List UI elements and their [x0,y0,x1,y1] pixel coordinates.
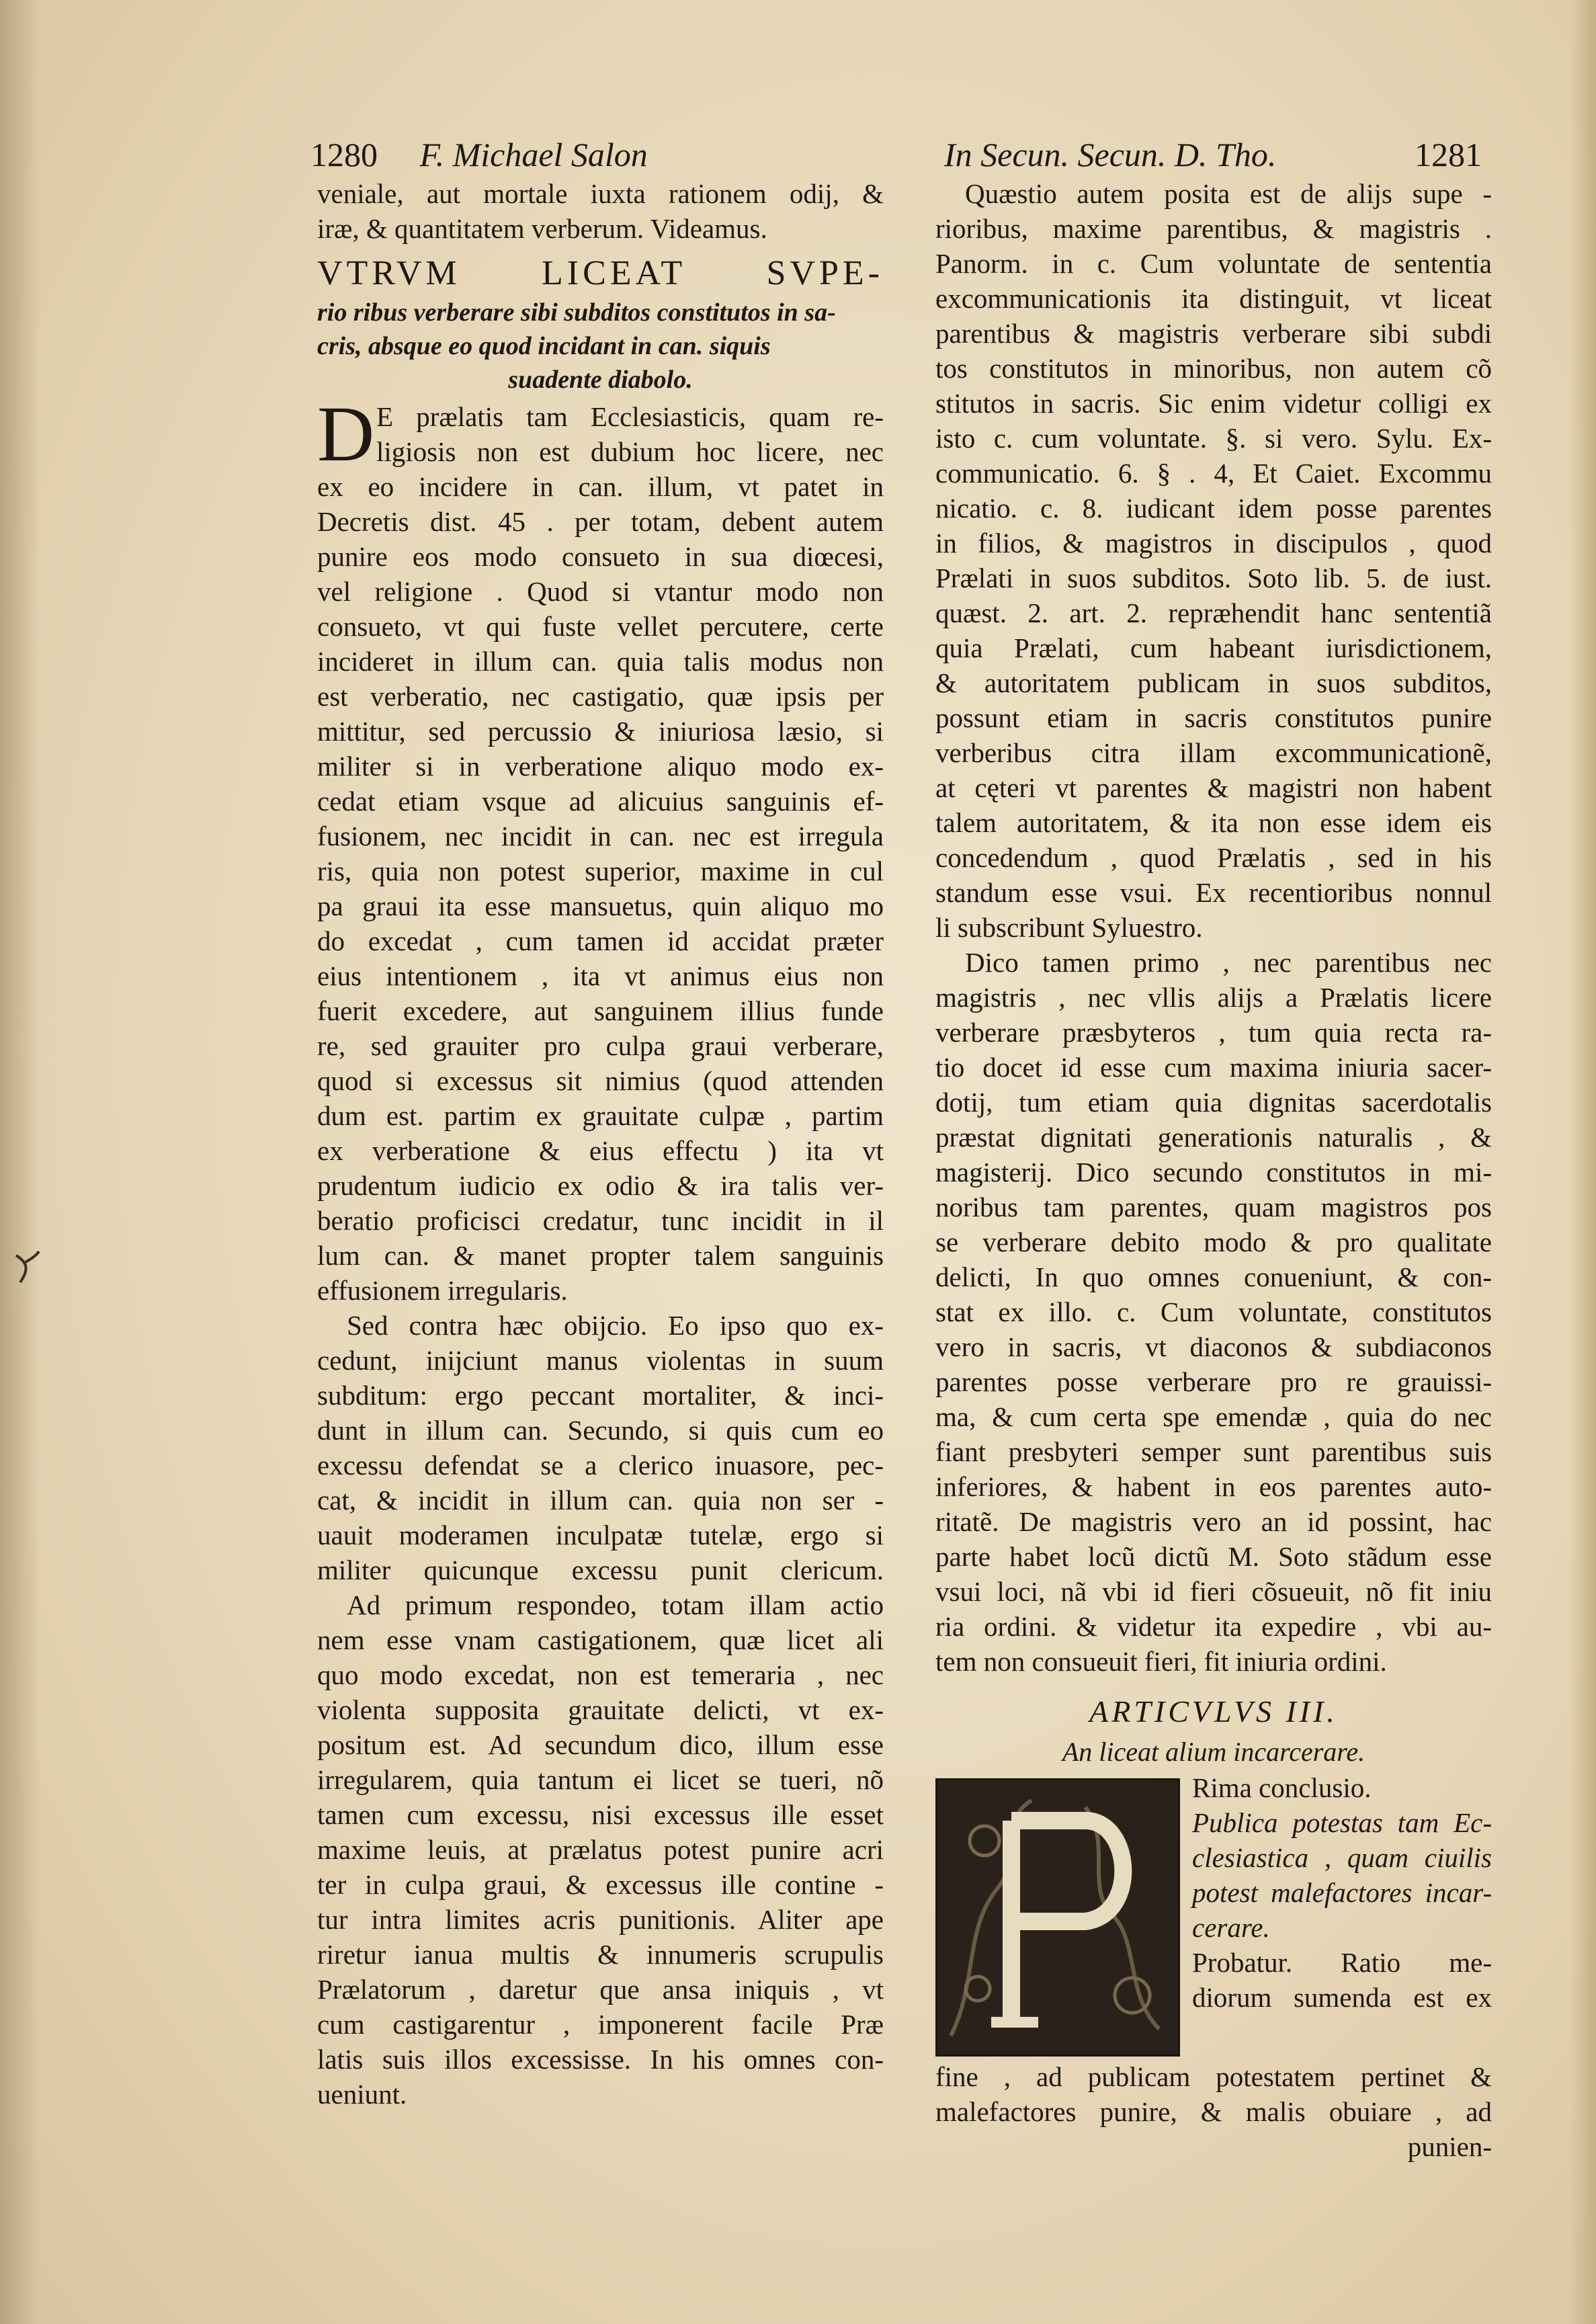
text-line: potest malefactores incar- [1192,1877,1492,1908]
text-line: consueto, vt qui fuste vellet percutere, certe [317,611,884,642]
text-line: ligiosis non est dubium hoc licere, nec [376,436,884,467]
text-line: stitutos in sacris. Sic enim videtur colligi ex [935,388,1492,419]
page-edge-shadow [1569,0,1596,2324]
text-line: & autoritatem publicam in suos subditos, [935,667,1492,698]
text-line: tem non consueuit fieri, fit iniuria ordini. [935,1646,1387,1677]
article-subtitle: An liceat alium incarcerare. [1062,1737,1366,1767]
text-line: clesiastica , quam ciuilis [1192,1842,1492,1873]
text-line: rioribus, maxime parentibus, & magistris . [935,213,1492,244]
text-line: possunt etiam in sacris constitutos punire [935,702,1492,733]
text-line: nicatio. c. 8. iudicant idem posse parentes [935,493,1492,524]
text-line: tamen cum excessu, nisi excessus ille esset [317,1799,884,1830]
text-line: cat, & incidit in illum can. quia non ser - [317,1485,884,1516]
text-line: positum est. Ad secundum dico, illum esse [317,1729,884,1760]
text-line: iræ, & quantitatem verberum. Videamus. [317,213,767,244]
text-line: ex verberatione & eius effectu ) ita vt [317,1135,884,1166]
text-line: Prælati in suos subditos. Soto lib. 5. de iust. [935,563,1492,593]
page-number-right: 1281 [1415,136,1482,173]
text-line: fiant presbyteri semper sunt parentibus suis [935,1436,1492,1467]
text-line: Prælatorum , daretur que ansa iniquis , vt [317,1974,884,2005]
text-line: verberare præsbyteros , tum quia recta ra- [935,1017,1492,1048]
text-line: eius intentionem , ita vt animus eius non [317,960,884,991]
text-line: tio docet id esse cum maxima iniuria sacer- [935,1052,1492,1083]
text-line: Publica potestas tam Ec- [1192,1807,1492,1838]
text-line: beratio proficisci credatur, tunc incidit in il [317,1205,884,1236]
text-line: excommunicationis ita distinguit, vt liceat [935,283,1492,314]
text-line: ma, & cum certa spe emendæ , quia do nec [935,1401,1492,1432]
text-line: tur intra limites acris punitionis. Aliter ape [317,1904,884,1935]
paragraph-3 [317,1587,884,2112]
text-line: irregularem, quia tantum ei licet se tueri, nõ [317,1764,884,1795]
ornamental-initial-art [937,1780,1174,2050]
drop-cap-d: D [317,390,375,478]
text-line: inferiores, & habent in eos parentes auto- [935,1471,1492,1502]
text-line: vel religione . Quod si vtantur modo non [317,576,884,607]
text-line: vsui loci, nã vbi id fieri cõsueuit, nõ fit iniu [935,1576,1492,1607]
text-line: militer si in verberatione aliquo modo ex- [317,751,884,782]
text-line: Sed contra hæc obijcio. Eo ipso quo ex- [347,1310,884,1341]
text-line: ritatẽ. De magistris vero an id possint, hac [935,1506,1492,1537]
paragraph-2 [317,1308,884,1587]
intro-paragraph [317,176,884,246]
text-line: malefactores punire, & malis obuiare , ad [935,2096,1492,2127]
text-line: parentes posse verberare pro re grauissi- [935,1366,1492,1397]
text-line: incideret in illum can. quia talis modus non [317,646,884,677]
text-line: Rima conclusio. [1192,1772,1372,1803]
text-line: se verberare debito modo & pro qualitate [935,1227,1492,1257]
text-line: cum castigarentur , imponerent facile Præ [317,2009,884,2040]
text-line: noribus tam parentes, quam magistros pos [935,1192,1492,1222]
text-line: latis suis illos excessisse. In his omnes con- [317,2044,884,2075]
text-line: stat ex illo. c. Cum voluntate, constitutos [935,1296,1492,1327]
text-line: fuerit excedere, aut sanguinem illius funde [317,995,884,1026]
text-line: vero in sacris, vt diaconos & subdiaconos [935,1331,1492,1362]
text-line: quod si excessus sit nimius (quod attenden [317,1065,884,1096]
section-heading-italic: rio ribus verberare sibi subditos constitutos in sa- [317,298,836,327]
text-line: dunt in illum can. Secundo, si quis cum eo [317,1415,884,1446]
text-line: dum est. partim ex grauitate culpæ , partim [317,1100,884,1131]
text-line: veniale, aut mortale iuxta rationem odij, & [317,178,884,209]
text-line: in filios, & magistros in discipulos , quod [935,528,1492,558]
text-line: Probatur. Ratio me- [1192,1947,1492,1978]
paragraph-1 [935,176,1492,945]
text-line: ria ordini. & videtur ita expedire , vbi au- [935,1611,1492,1642]
section-heading: VTRVM LICEAT SVPE- [317,254,884,292]
text-line: diorum sumenda est ex [1192,1982,1492,2013]
text-line: est verberatio, nec castigatio, quæ ipsis per [317,681,884,712]
running-title-left: F. Michael Salon [419,136,648,173]
text-line: Ad primum respondeo, totam illam actio [347,1589,884,1620]
ornamental-initial-p [935,1778,1180,2057]
text-line: do excedat , cum tamen id accidat præter [317,925,884,956]
text-line: Panorm. in c. Cum voluntate de sententia [935,248,1492,279]
text-line: fine , ad publicam potestatem pertinet & [935,2061,1492,2092]
text-line: effusionem irregularis. [317,1275,568,1306]
text-line: at cęteri vt parentes & magistri non habent [935,772,1492,803]
gutter-shadow [0,0,40,2324]
text-line: cedat etiam vsque ad alicuius sanguinis ef- [317,786,884,817]
text-line: punire eos modo consueto in sua diœcesi, [317,541,884,572]
text-line: pa graui ita esse mansuetus, quin aliquo mo [317,890,884,921]
running-header-right [944,131,1522,178]
text-line: re, sed grauiter pro culpa graui verberare, [317,1030,884,1061]
text-line: mittitur, sed percussio & iniuriosa læsio, si [317,716,884,747]
running-title-right: In Secun. Secun. D. Tho. [944,136,1277,173]
text-line: dotij, tum etiam quia dignitas sacerdotalis [935,1087,1492,1118]
text-line: cedunt, inijciunt manus violentas in suum [317,1345,884,1376]
text-line: Quæstio autem posita est de alijs supe - [965,178,1492,209]
text-line: Decretis dist. 45 . per totam, debent autem [317,506,884,537]
section-heading-italic: cris, absque eo quod incidant in can. siquis [317,332,771,360]
text-line: fusionem, nec incidit in can. nec est irregula [317,821,884,852]
article-body [935,1770,1492,2164]
paragraph-2 [935,945,1492,1679]
section-heading-italic: suadente diabolo. [508,366,693,394]
text-line: lum can. & manet propter talem sanguinis [317,1240,884,1271]
text-line: E prælatis tam Ecclesiasticis, quam re- [376,401,884,432]
margin-ink-mark [13,1249,40,1289]
text-line: quia Prælati, cum habeant iurisdictionem, [935,632,1492,663]
text-line: maxime leuis, at prælatus potest punire acri [317,1834,884,1865]
text-line: ter in culpa graui, & excessus ille contine - [317,1869,884,1900]
text-line: nem esse vnam castigationem, quæ licet ali [317,1624,884,1655]
text-line: quo modo excedat, non est temeraria , nec [317,1659,884,1690]
article-title: ARTICVLVS III. [1089,1694,1338,1729]
text-line: cerare. [1192,1912,1270,1943]
text-line: talem autoritatem, & ita non esse idem eis [935,807,1492,838]
text-line: militer quicunque excessu punit clericum. [317,1554,884,1585]
catchword: punien- [1407,2131,1492,2162]
text-line: li subscribunt Syluestro. [935,912,1203,943]
text-line: ex eo incidere in can. illum, vt patet in [317,471,884,502]
page-number-left: 1280 [310,136,378,173]
text-line: subditum: ergo peccant mortaliter, & inci- [317,1380,884,1411]
text-line: isto c. cum voluntate. §. si vero. Sylu. Ex- [935,423,1492,454]
left-column [317,176,884,2112]
text-line: præstat dignitati generationis naturalis , & [935,1122,1492,1153]
text-line: ueniunt. [317,2079,407,2110]
text-line: Dico tamen primo , nec parentibus nec [965,947,1492,978]
text-line: ris, quia non potest superior, maxime in cul [317,856,884,886]
text-line: concedendum , quod Prælatis , sed in his [935,842,1492,873]
paragraph-1 [317,390,884,1308]
right-column [935,176,1492,2164]
text-line: parte habet locũ dictũ M. Soto stãdum esse [935,1541,1492,1572]
text-line: verberibus citra illam excommunicationẽ, [935,737,1492,768]
text-line: tos constitutos in minoribus, non autem cõ [935,353,1492,384]
text-line: standum esse vsui. Ex recentioribus nonnul [935,877,1492,908]
text-line: uauit moderamen inculpatæ tutelæ, ergo si [317,1520,884,1550]
text-line: violenta supposita grauitate delicti, vt ex- [317,1694,884,1725]
running-header-left [310,131,982,178]
text-line: communicatio. 6. § . 4, Et Caiet. Excommu [935,458,1492,489]
text-line: magisterij. Dico secundo constitutos in mi- [935,1157,1492,1188]
text-line: delicti, In quo omnes conueniunt, & con- [935,1261,1492,1292]
text-line: parentibus & magistris verberare sibi subdi [935,318,1492,349]
text-line: magistris , nec vllis alijs a Prælatis licere [935,982,1492,1013]
text-line: riretur ianua multis & innumeris scrupulis [317,1939,884,1970]
text-line: quæst. 2. art. 2. repræhendit hanc sententiã [935,597,1492,628]
text-line: excessu defendat se a clerico inuasore, pec- [317,1450,884,1481]
text-line: prudentum iudicio ex odio & ira talis ver- [317,1170,884,1201]
